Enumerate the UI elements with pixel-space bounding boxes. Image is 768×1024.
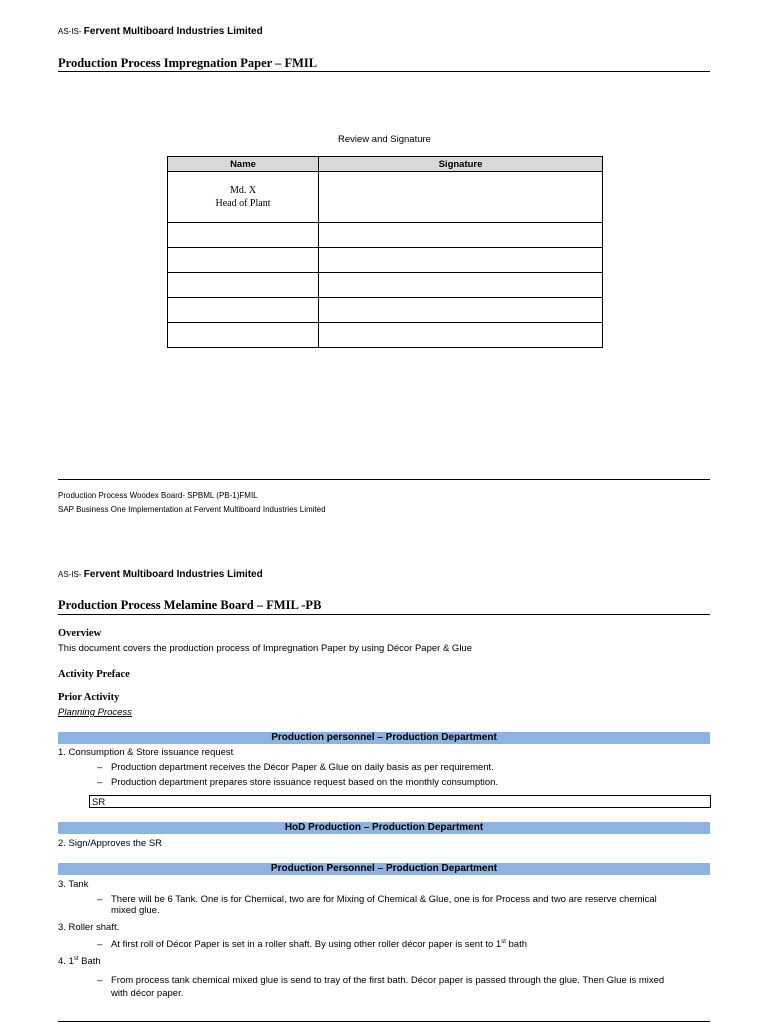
dash-bullet: – (97, 894, 103, 905)
name-cell (168, 273, 319, 298)
name-cell (168, 172, 319, 223)
name-cell (168, 248, 319, 273)
name-cell (168, 298, 319, 323)
dash-bullet: – (97, 777, 103, 788)
table-row (168, 172, 603, 223)
dash-bullet: – (97, 975, 103, 986)
item1-sub2: Production department prepares store issuance request based on the monthly consumption. (111, 777, 499, 788)
superscript: st (73, 956, 79, 962)
footer-line-1: Production Process Woodex Board- SPBML (PB-1)FMIL (58, 491, 258, 500)
item-sign-approve: 2. Sign/Approves the SR (58, 838, 163, 849)
header-prefix: AS-IS- (58, 570, 82, 579)
dash-bullet: – (97, 939, 103, 950)
page2-header (58, 569, 263, 580)
signer-name: Md. X (229, 185, 257, 196)
item5-prefix: 4. 1 (58, 956, 74, 968)
section-bar-production-personnel: Production personnel – Production Department (58, 732, 710, 744)
signature-cell (319, 298, 603, 323)
superscript: st (501, 939, 506, 945)
overview-heading: Overview (58, 628, 102, 639)
item-consumption-store: 1. Consumption & Store issuance request (58, 747, 234, 758)
review-caption: Review and Signature (338, 134, 431, 145)
footer-line-2: SAP Business One Implementation at Fervent Multiboard Industries Limited (58, 505, 326, 514)
table-row (168, 273, 603, 298)
col-signature-header: Signature (319, 157, 603, 172)
signature-cell (319, 172, 603, 223)
table-row (168, 223, 603, 248)
name-cell (168, 323, 319, 348)
header-company: Fervent Multiboard Industries Limited (83, 569, 263, 580)
table-header-row (168, 157, 603, 172)
activity-preface-heading: Activity Preface (58, 669, 130, 680)
item-tank: 3. Tank (58, 879, 89, 890)
dash-bullet: – (97, 762, 103, 773)
signature-cell (319, 323, 603, 348)
item5-sub1-line1: From process tank chemical mixed glue is send to tray of the first bath. Décor paper is passed through the glue. Then Glue is mixed (111, 975, 665, 986)
prior-activity-heading: Prior Activity (58, 692, 120, 703)
table-row (168, 298, 603, 323)
signer-role: Head of Plant (215, 198, 271, 209)
signature-cell (319, 248, 603, 273)
item3-sub1-line2: mixed glue. (111, 905, 160, 916)
item-roller-shaft: 3. Roller shaft. (58, 922, 120, 933)
table-row (168, 248, 603, 273)
item4-sub1-text-end: bath (505, 939, 528, 951)
signature-cell (319, 223, 603, 248)
header-prefix: AS-IS- (58, 27, 82, 36)
overview-text: This document covers the production process of Impregnation Paper by using Décor Paper & Glue (58, 643, 472, 654)
item5-suffix: Bath (78, 956, 101, 968)
item1-sub1: Production department receives the Décor Paper & Glue on daily basis as per requirement. (111, 762, 494, 773)
page1-title: Production Process Impregnation Paper – FMIL (58, 56, 318, 70)
section-bar-hod-production: HoD Production – Production Department (58, 822, 710, 834)
signature-cell (319, 273, 603, 298)
page2-title: Production Process Melamine Board – FMIL -PB (58, 598, 322, 612)
table-row (168, 323, 603, 348)
section-bar-production-personnel-2: Production Personnel – Production Department (58, 863, 710, 875)
col-name-header: Name (168, 157, 319, 172)
header-company: Fervent Multiboard Industries Limited (83, 26, 263, 37)
item4-sub1 (111, 939, 527, 950)
title-rule (58, 71, 710, 72)
page1-header (58, 26, 263, 37)
item-first-bath (58, 956, 101, 967)
planning-process-link[interactable]: Planning Process (58, 707, 132, 718)
footer-rule (58, 479, 710, 480)
review-signature-table (167, 156, 603, 348)
name-cell (168, 223, 319, 248)
item4-sub1-text: At first roll of Décor Paper is set in a roller shaft. By using other roller décor paper is sent to 1 (111, 939, 502, 951)
bottom-rule (58, 1021, 710, 1022)
title-rule (58, 614, 710, 615)
item5-sub1-line2: with décor paper. (111, 988, 184, 999)
item3-sub1-line1: There will be 6 Tank. One is for Chemical, two are for Mixing of Chemical & Glue, one is for Process and two are reserve chemical (111, 894, 657, 905)
sr-box: SR (89, 795, 711, 808)
